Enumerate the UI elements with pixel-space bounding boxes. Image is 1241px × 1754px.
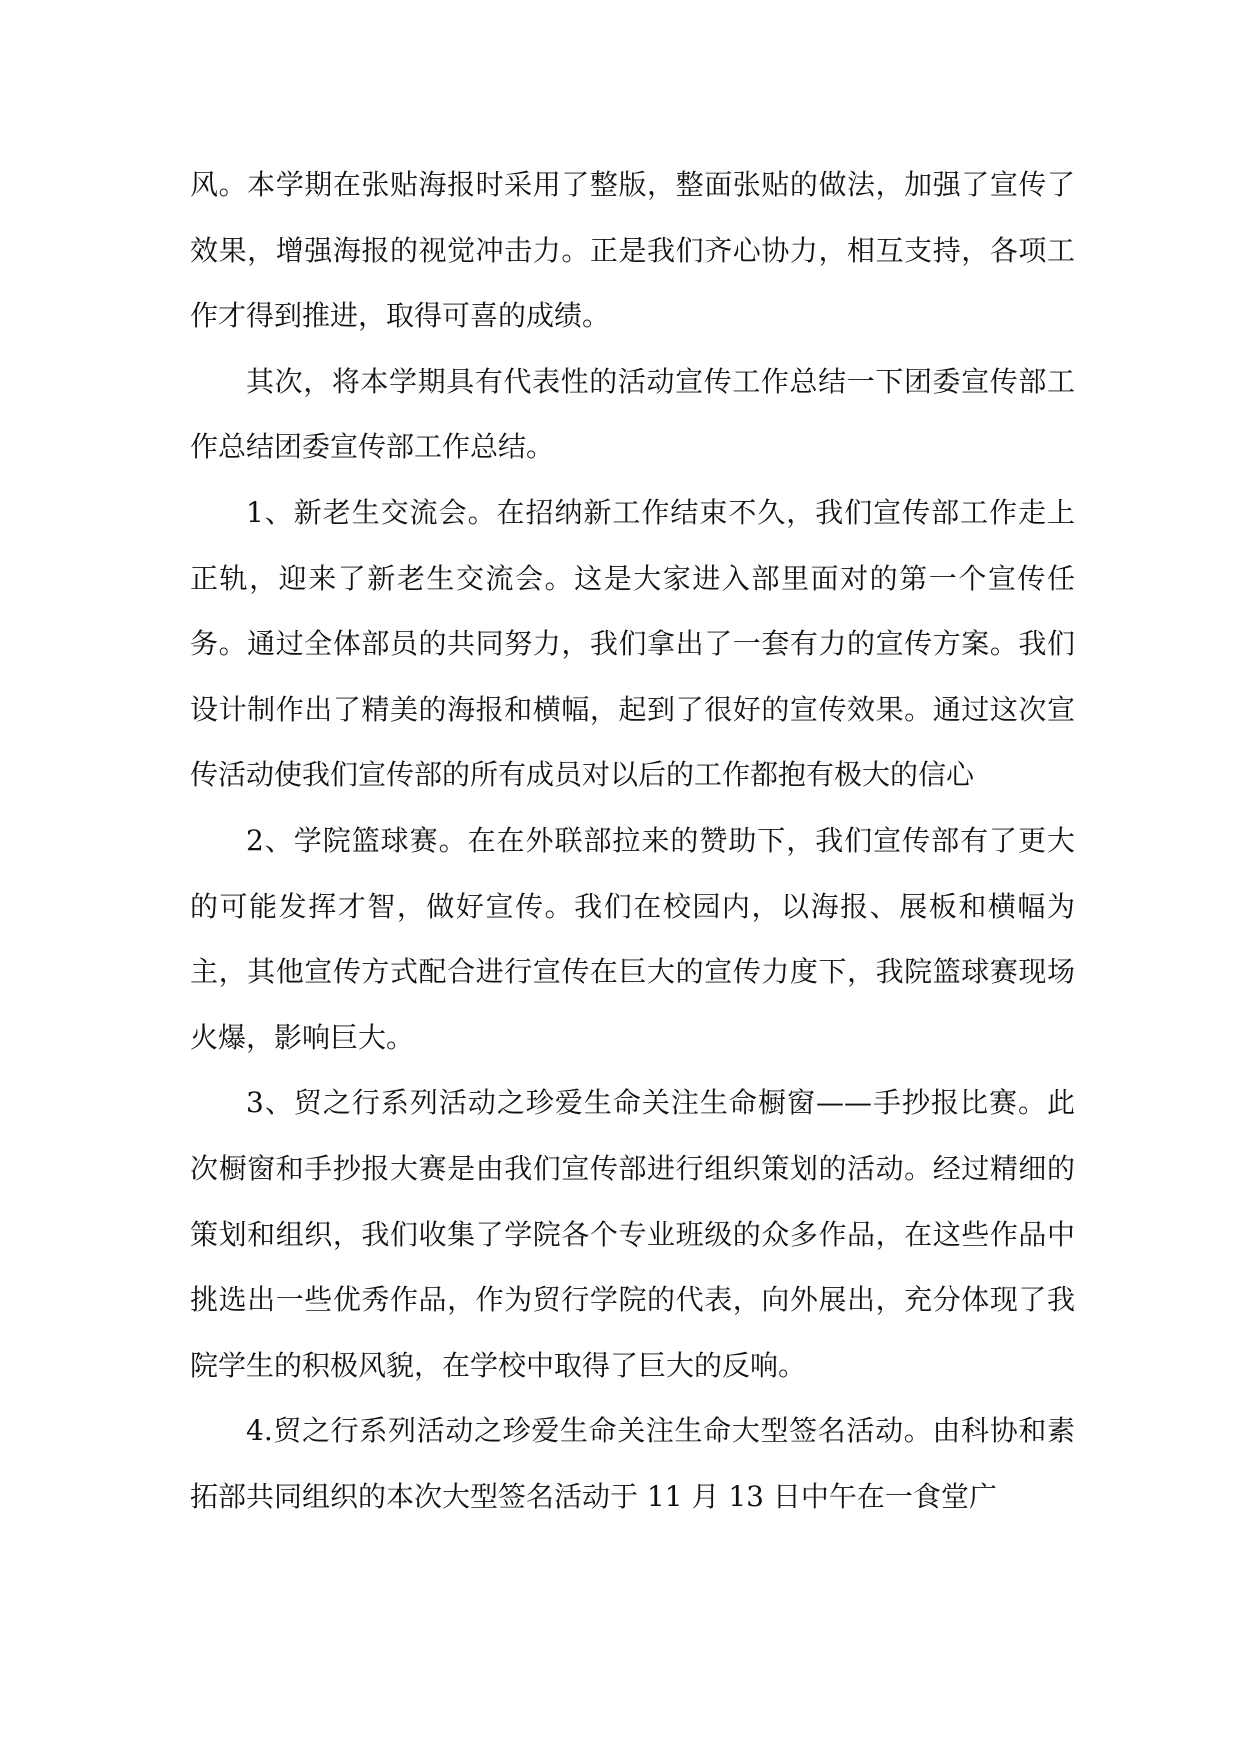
paragraph: 其次，将本学期具有代表性的活动宣传工作总结一下团委宣传部工作总结团委宣传部工作总结。 (190, 364, 1075, 464)
paragraph: 1、新老生交流会。在招纳新工作结束不久，我们宣传部工作走上正轨，迎来了新老生交流会。这是大家进入部里面对的第一个宣传任务。通过全体部员的共同努力，我们拿出了一套有力的宣传方案。我们设计制作出了精美的海报和横幅，起到了很好的宣传效果。通过这次宣传活动使我们宣传部的所有成员对以后的工作都抱有极大的信心 (190, 495, 1075, 792)
body-text (190, 152, 1075, 1529)
paragraph: 4.贸之行系列活动之珍爱生命关注生命大型签名活动。由科协和素拓部共同组织的本次大型签名活动于 11 月 13 日中午在一食堂广 (190, 1414, 1075, 1513)
paragraph: 2、学院篮球赛。在在外联部拉来的赞助下，我们宣传部有了更大的可能发挥才智，做好宣传。我们在校园内，以海报、展板和横幅为主，其他宣传方式配合进行宣传在巨大的宣传力度下，我院篮球赛现场火爆，影响巨大。 (190, 823, 1075, 1054)
paragraph: 3、贸之行系列活动之珍爱生命关注生命橱窗——手抄报比赛。此次橱窗和手抄报大赛是由我们宣传部进行组织策划的活动。经过精细的策划和组织，我们收集了学院各个专业班级的众多作品，在这些作品中挑选出一些优秀作品，作为贸行学院的代表，向外展出，充分体现了我院学生的积极风貌，在学校中取得了巨大的反响。 (190, 1086, 1075, 1382)
paragraph: 风。本学期在张贴海报时采用了整版，整面张贴的做法，加强了宣传了效果，增强海报的视觉冲击力。正是我们齐心协力，相互支持，各项工作才得到推进，取得可喜的成绩。 (190, 168, 1075, 333)
